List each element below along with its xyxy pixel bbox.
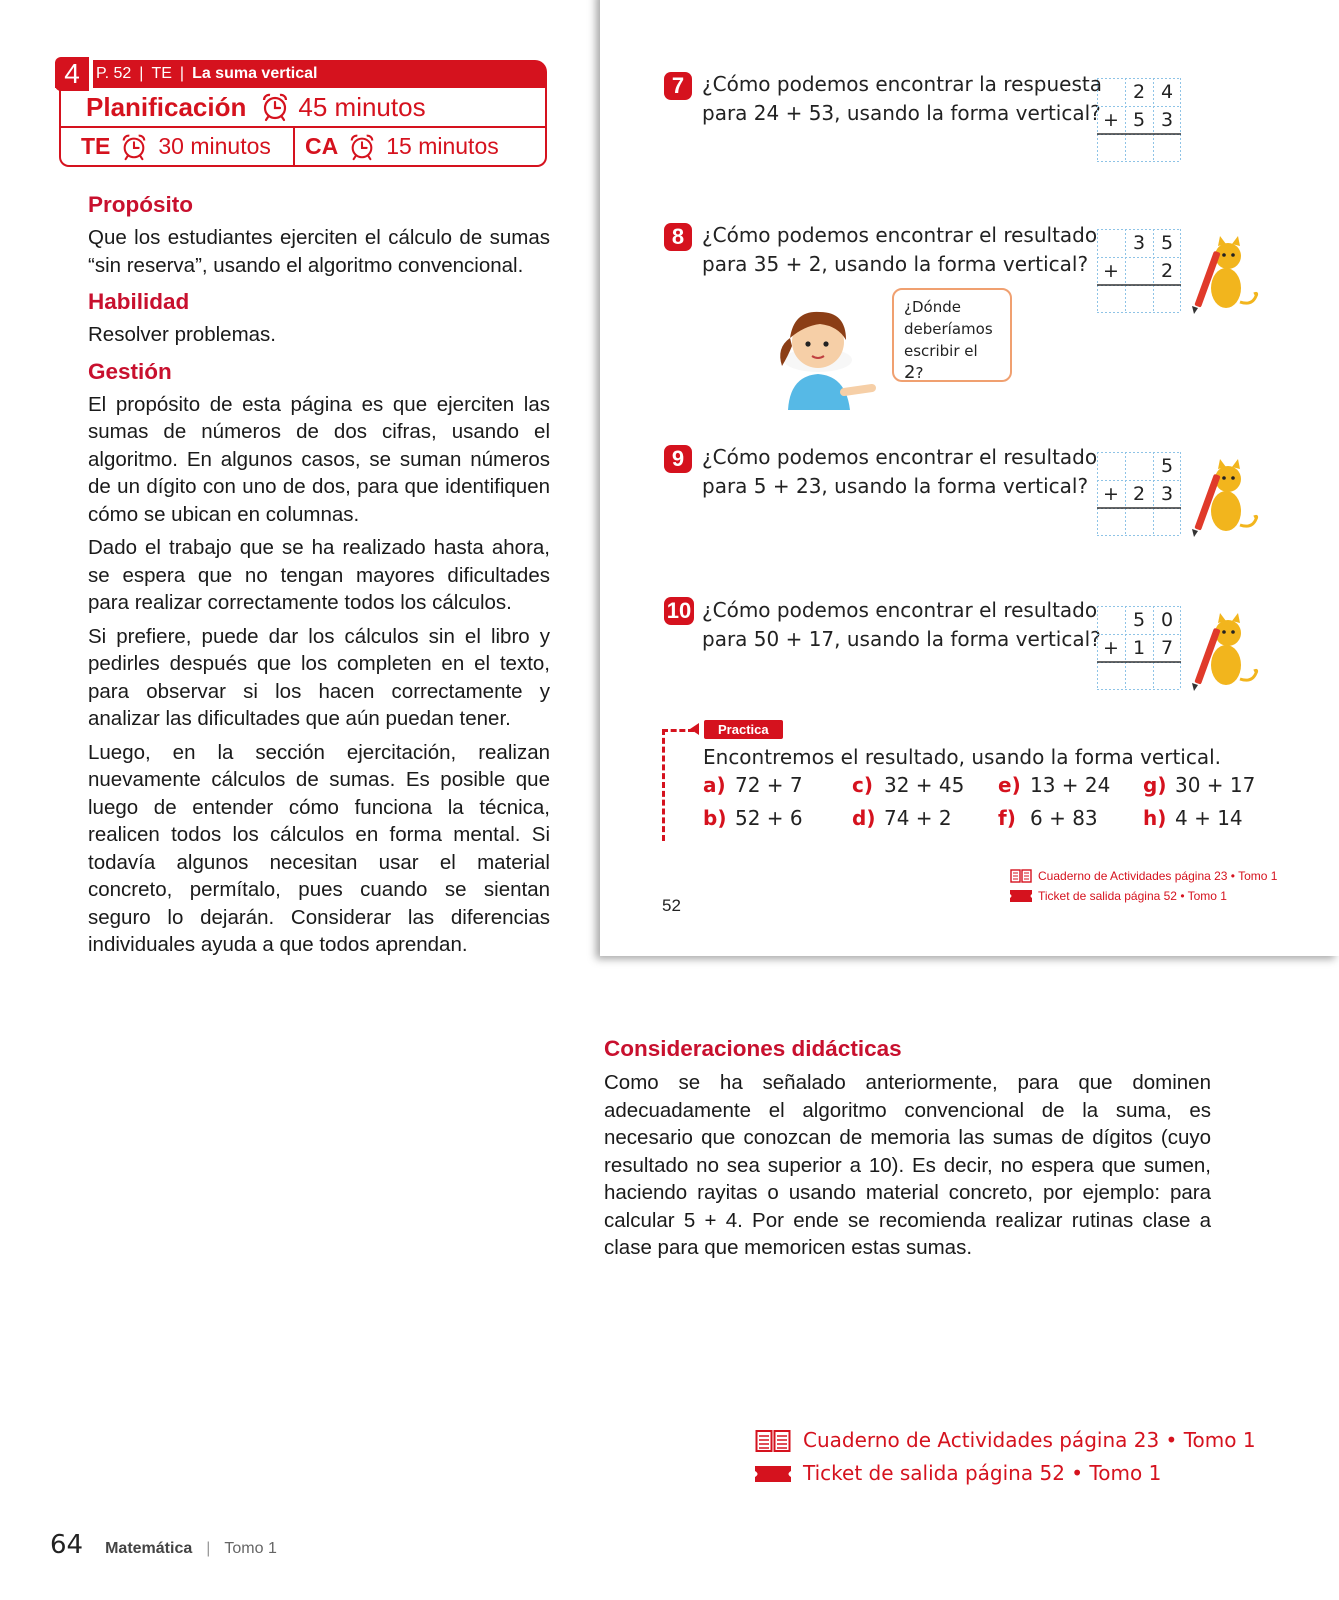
vertical-sum-grid [1097, 229, 1181, 313]
ticket-icon [755, 1464, 791, 1484]
lesson-number-separator [89, 60, 93, 88]
question-text [702, 221, 1097, 279]
exercise [852, 773, 964, 797]
digit-cell: 0 [1160, 609, 1174, 631]
planning-label: Planificación [86, 91, 247, 122]
alarm-clock-icon [348, 133, 376, 161]
answer-cell[interactable] [1153, 508, 1181, 536]
exercise-letter: a) [703, 773, 726, 797]
gestion-paragraph: Si prefiere, puede dar los cálculos sin el libro y pedirles después que los completen en el texto, para observar si los hacen correctamente y analizar las dificultades que aún puedan tener. [88, 624, 550, 730]
textbook-references [1010, 866, 1277, 906]
left-column [88, 190, 550, 967]
digit-cell: 4 [1160, 81, 1174, 103]
digit-cell: 3 [1132, 232, 1146, 254]
exercise-letter: b) [703, 806, 727, 830]
cuaderno-reference-text: Cuaderno de Actividades página 23 • Tomo 1 [1038, 869, 1278, 883]
gestion-heading: Gestión [88, 358, 172, 384]
te-cell [81, 128, 271, 165]
vertical-sum-grid [1097, 452, 1181, 536]
habilidad-text: Resolver problemas. [88, 323, 276, 346]
ca-label: CA [305, 133, 339, 159]
habilidad-section [88, 287, 550, 349]
digit-cell [1097, 229, 1125, 257]
exercise [1143, 773, 1255, 797]
girl-illustration [760, 300, 896, 410]
question-line: para 50 + 17, usando la forma vertical? [702, 627, 1101, 651]
question-number-badge: 8 [664, 223, 692, 251]
digit-cell: 5 [1160, 232, 1174, 254]
practica-arrow-icon [690, 723, 699, 735]
page-number: 64 [50, 1530, 84, 1560]
page-footer [50, 1530, 277, 1560]
subject-title: Matemática [105, 1540, 193, 1557]
speech-line: ¿Dónde [904, 298, 961, 316]
digit-cell: 2 [1132, 483, 1146, 505]
digit-cell: 2 [1132, 81, 1146, 103]
exercise-expression: 74 + 2 [884, 806, 952, 830]
exercise [852, 806, 952, 830]
digit-cell: 5 [1132, 609, 1146, 631]
ticket-reference [1010, 886, 1277, 906]
digit-cell [1125, 257, 1153, 285]
textbook-page-content [600, 0, 1339, 956]
cat-pencil-illustration [1186, 613, 1260, 691]
ca-cell [305, 128, 499, 165]
exercise-letter: g) [1143, 773, 1167, 797]
practica-dashed-line [662, 729, 665, 841]
proposito-heading: Propósito [88, 192, 193, 217]
header-text [96, 60, 317, 88]
plus-sign: + [1103, 637, 1119, 659]
exercise-letter: e) [998, 773, 1021, 797]
question-line: para 5 + 23, usando la forma vertical? [702, 474, 1089, 498]
plus-sign: + [1103, 109, 1119, 131]
digit-cell: 5 [1160, 455, 1174, 477]
gestion-paragraph: Dado el trabajo que se ha realizado hasta ahora, se espera que no tengan mayores dificultades para realizar correctamente todos los cálculos. [88, 536, 550, 614]
exercise-letter: f) [998, 806, 1016, 830]
digit-cell [1097, 78, 1125, 106]
consideraciones-heading: Consideraciones didácticas [604, 1036, 902, 1061]
digit-cell: 7 [1160, 637, 1174, 659]
exercise-expression: 30 + 17 [1175, 773, 1256, 797]
exercise-letter: c) [852, 773, 873, 797]
planning-time: 45 minutos [298, 91, 426, 122]
proposito-section [88, 190, 550, 279]
exercise-expression: 32 + 45 [884, 773, 965, 797]
exercise-expression: 52 + 6 [735, 806, 803, 830]
ticket-icon [1010, 890, 1032, 902]
question-text [702, 70, 1102, 128]
textbook-page-number: 52 [662, 896, 681, 915]
exercise [703, 773, 803, 797]
question-line: ¿Cómo podemos encontrar el resultado [702, 445, 1098, 469]
exercise [998, 773, 1110, 797]
answer-cell[interactable] [1153, 285, 1181, 313]
book-icon [1010, 869, 1032, 883]
digit-cell: 1 [1132, 637, 1146, 659]
answer-cell[interactable] [1097, 134, 1125, 162]
practica-instructions: Encontremos el resultado, usando la forma vertical. [703, 745, 1222, 769]
textbook-page [600, 0, 1339, 956]
question-number-badge: 7 [664, 72, 692, 100]
exercise [998, 806, 1098, 830]
gestion-section [88, 357, 550, 959]
answer-cell[interactable] [1125, 508, 1153, 536]
question-number-badge: 10 [664, 597, 694, 625]
digit-cell: 3 [1160, 109, 1174, 131]
book-icon [755, 1429, 791, 1453]
question-line: para 35 + 2, usando la forma vertical? [702, 252, 1089, 276]
question-line: ¿Cómo podemos encontrar la respuesta [702, 72, 1102, 96]
digit-cell: 3 [1160, 483, 1174, 505]
question-line: ¿Cómo podemos encontrar el resultado [702, 223, 1098, 247]
digit-cell [1125, 452, 1153, 480]
proposito-text: Que los estudiantes ejerciten el cálculo de sumas “sin reserva”, usando el algoritmo convencional. [88, 226, 550, 277]
answer-cell[interactable] [1125, 662, 1153, 690]
answer-cell[interactable] [1125, 134, 1153, 162]
footer-separator: | [206, 1540, 211, 1557]
plus-sign: + [1103, 483, 1119, 505]
te-time: 30 minutos [158, 133, 271, 159]
volume-label: Tomo 1 [224, 1540, 277, 1557]
habilidad-heading: Habilidad [88, 289, 190, 314]
cuaderno-reference [1010, 866, 1277, 886]
ca-time: 15 minutos [386, 133, 499, 159]
plus-sign: + [1103, 260, 1119, 282]
exercise-expression: 13 + 24 [1030, 773, 1111, 797]
answer-cell[interactable] [1097, 508, 1125, 536]
exercise [1143, 806, 1243, 830]
question-line: ¿Cómo podemos encontrar el resultado [702, 598, 1098, 622]
consideraciones-text: Como se ha señalado anteriormente, para que dominen adecuadamente el algoritmo convencional de la suma, es necesario que conozcan de memoria las sumas de dígitos (cuyo resultado no sea superior a 10). Es decir, no espera que sumen, haciendo rayitas o usando material concreto, por ejemplo: para calcular 5 + 4. Por ende se recomienda realizar rutinas clase a clase para que memoricen estas sumas. [604, 1071, 1211, 1259]
exercise-expression: 4 + 14 [1175, 806, 1243, 830]
planning-header [55, 60, 547, 167]
section-code: TE [151, 65, 172, 82]
speech-line [904, 340, 1000, 384]
separator: | [179, 65, 185, 82]
speech-line-prefix: escribir el [904, 342, 978, 360]
vertical-sum-grid [1097, 78, 1181, 162]
vertical-sum-grid [1097, 606, 1181, 690]
answer-cell[interactable] [1097, 285, 1125, 313]
answer-cell[interactable] [1153, 662, 1181, 690]
ticket-reference-text: Ticket de salida página 52 • Tomo 1 [803, 1461, 1162, 1485]
practica-label: Practica [704, 720, 783, 739]
gestion-paragraph: El propósito de esta página es que ejerciten las sumas de números de dos cifras, usando el algoritmo. En algunos casos, se suman números de un dígito con uno de dos, para que identifiquen cómo se ubican en columnas. [88, 392, 550, 526]
speech-line: deberíamos [904, 320, 993, 338]
answer-cell[interactable] [1125, 285, 1153, 313]
exercise-expression: 72 + 7 [735, 773, 803, 797]
answer-cell[interactable] [1153, 134, 1181, 162]
cuaderno-reference [755, 1424, 1256, 1457]
gestion-paragraph: Luego, en la sección ejercitación, realizan nuevamente cálculos de sumas. Es posible que luego de entender cómo funciona la técnica, realicen todos los cálculos en forma mental. Si todavía algunos necesitan usar el material concreto, permítalo, pues cuando se sientan seguro lo dejarán. Considerar las diferencias individuales ayuda a que todos aprendan. [88, 740, 550, 956]
speech-suffix: ? [915, 364, 924, 382]
exercise-letter: h) [1143, 806, 1167, 830]
digit-cell [1097, 606, 1125, 634]
digit-cell: 2 [1160, 260, 1174, 282]
cat-pencil-illustration [1186, 236, 1260, 314]
page-ref: P. 52 [96, 65, 132, 82]
cuaderno-reference-text: Cuaderno de Actividades página 23 • Tomo 1 [803, 1428, 1256, 1452]
question-text [702, 596, 1101, 654]
exercise-letter: d) [852, 806, 876, 830]
digit-cell [1097, 452, 1125, 480]
consideraciones-section [604, 1033, 1211, 1262]
separator: | [139, 65, 144, 82]
question-line: para 24 + 53, usando la forma vertical? [702, 101, 1101, 125]
answer-cell[interactable] [1097, 662, 1125, 690]
lesson-title: La suma vertical [192, 65, 318, 82]
lesson-number: 4 [55, 57, 89, 91]
question-number-badge: 9 [664, 445, 692, 473]
cat-pencil-illustration [1186, 459, 1260, 537]
ticket-reference [755, 1457, 1256, 1490]
speech-number: 2 [904, 362, 916, 383]
ticket-reference-text: Ticket de salida página 52 • Tomo 1 [1038, 889, 1227, 903]
digit-cell: 5 [1132, 109, 1146, 131]
te-label: TE [81, 133, 111, 159]
planning-row [86, 88, 426, 126]
alarm-clock-icon [260, 92, 290, 122]
divider [293, 126, 295, 165]
exercise [703, 806, 803, 830]
speech-bubble [892, 288, 1012, 382]
alarm-clock-icon [120, 133, 148, 161]
exercise-expression: 6 + 83 [1030, 806, 1098, 830]
planning-body [59, 88, 547, 167]
question-text [702, 443, 1097, 501]
references [755, 1424, 1256, 1490]
